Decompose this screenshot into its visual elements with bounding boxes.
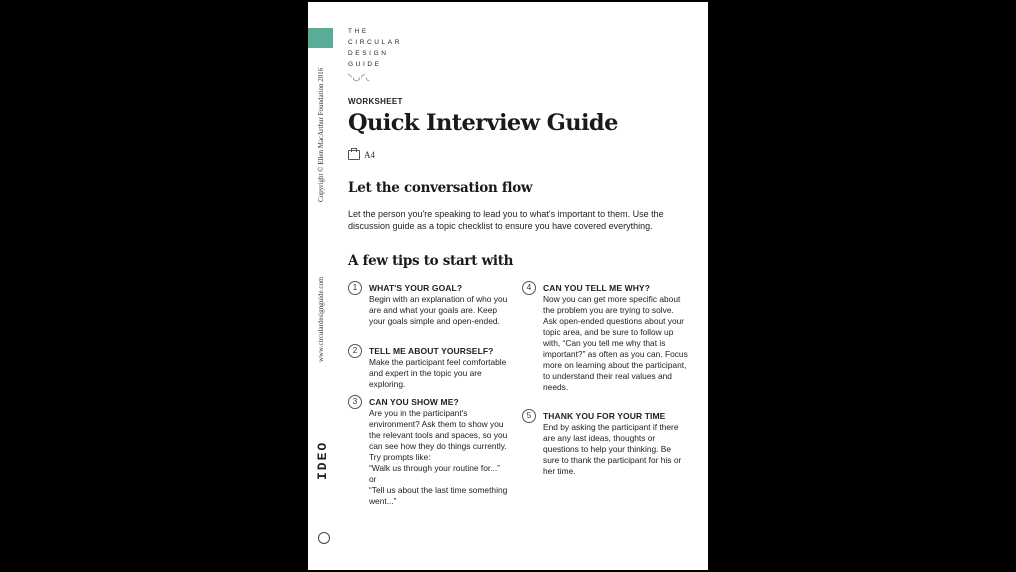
brand-line: THE (348, 28, 369, 35)
section-heading-flow: Let the conversation flow (348, 180, 533, 196)
tip-body: Begin with an explanation of who you are and what your goals are. Keep your goals simple and open-ended. (369, 294, 508, 326)
brand-line: GUIDE (348, 61, 382, 68)
ideo-logo: IDEO (315, 440, 330, 480)
left-sidebar (308, 2, 336, 570)
tip-number: 3 (348, 395, 362, 409)
worksheet-label: WORKSHEET (348, 97, 403, 106)
tip-title: THANK YOU FOR YOUR TIME (543, 411, 666, 421)
tip-number: 5 (522, 409, 536, 423)
tip-body: Are you in the participant's environment? Ask them to show you the relevant tools and spaces, so you can see how they do things currently. Try prompts like: “Walk us through your routine for...” or “Tell us about the last time something went...” (369, 408, 508, 506)
printer-icon (348, 150, 360, 160)
tip-title: TELL ME ABOUT YOURSELF? (369, 346, 494, 356)
tip-title: WHAT'S YOUR GOAL? (369, 283, 463, 293)
tip-number: 2 (348, 344, 362, 358)
emf-logo-icon (318, 532, 330, 544)
tip-body: Now you can get more specific about the problem you are trying to solve. Ask open-ended questions about your topic area, and be sure to follow up with, “Can you tell me why that is important?” as often as you can. Focus more on learning about the participant, to understand their real values and needs. (543, 294, 688, 392)
tip-title: CAN YOU TELL ME WHY? (543, 283, 650, 293)
brand-line: DESIGN (348, 50, 389, 57)
document-page (308, 2, 708, 570)
brand-line: CIRCULAR (348, 39, 403, 46)
section-heading-tips: A few tips to start with (348, 253, 514, 269)
page-title: Quick Interview Guide (348, 110, 618, 136)
paper-size (348, 150, 375, 160)
paper-size-label: A4 (364, 150, 375, 160)
tip-number: 1 (348, 281, 362, 295)
circular-design-guide-logo (348, 26, 402, 70)
copyright-text: Copyright © Ellen MacArthur Foundation 2016 (317, 67, 325, 202)
tip-number: 4 (522, 281, 536, 295)
brand-marks-icon: ◝◡◜◟ (348, 72, 371, 82)
intro-paragraph: Let the person you're speaking to lead you to what's important to them. Use the discussion guide as a topic checklist to ensure you have covered everything. (348, 209, 664, 231)
website-text: www.circulardesignguide.com (317, 276, 325, 362)
tip-title: CAN YOU SHOW ME? (369, 397, 459, 407)
tip-body: End by asking the participant if there are any last ideas, thoughts or questions to help your thinking. Be sure to thank the participant for his or her time. (543, 422, 682, 476)
tip-body: Make the participant feel comfortable and expert in the topic you are exploring. (369, 357, 507, 389)
